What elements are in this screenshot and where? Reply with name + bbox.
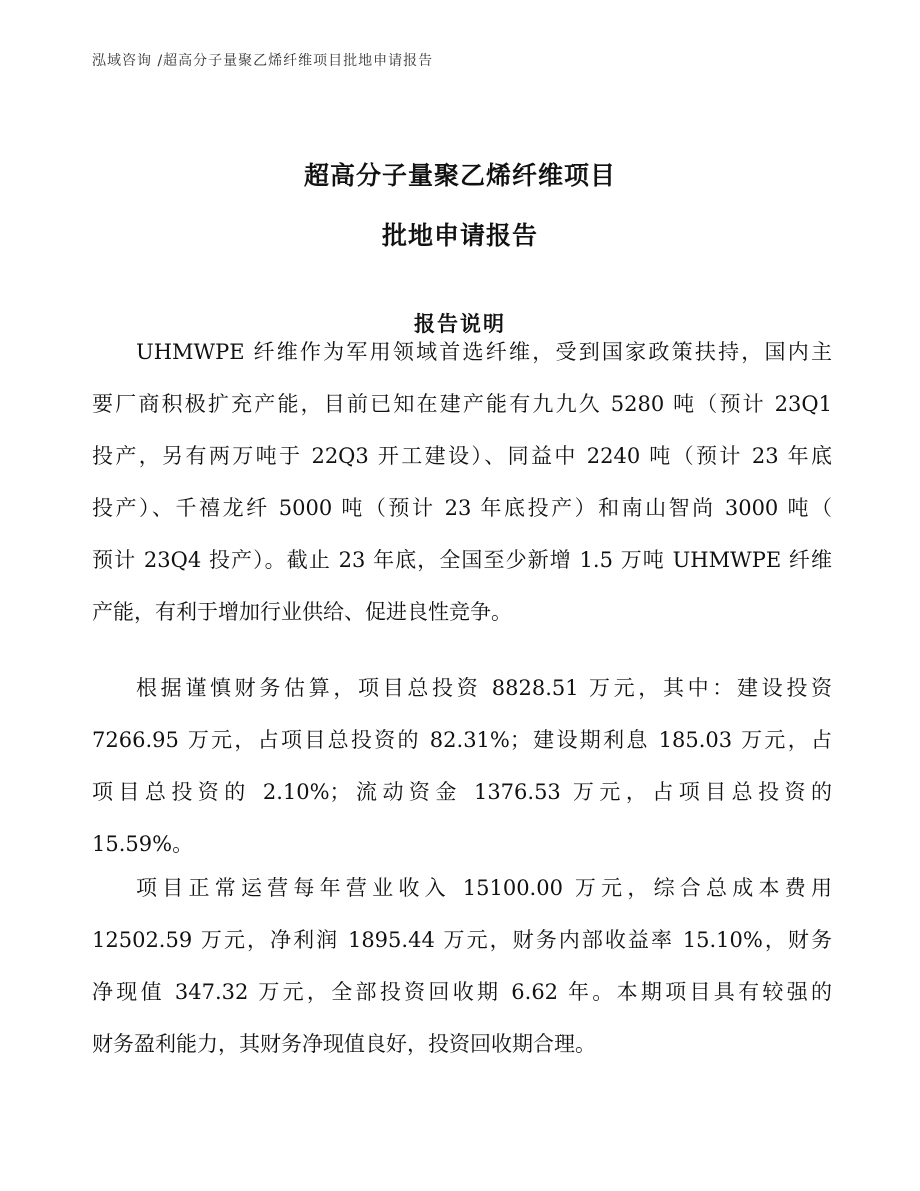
- text-line: 财务盈利能力，其财务净现值良好，投资回收期合理。: [92, 1032, 596, 1056]
- text-line: 产能，有利于增加行业供给、促进良性竞争。: [92, 600, 512, 624]
- page-header: 泓域咨询 /超高分子量聚乙烯纤维项目批地申请报告: [92, 53, 434, 69]
- text-line: 投产）、千禧龙纤 5000 吨（预计 23 年底投产）和南山智尚 3000 吨（: [92, 496, 832, 520]
- text-line: 项目正常运营每年营业收入 15100.00 万元，综合总成本费用: [136, 876, 832, 900]
- paragraph-3: [92, 862, 832, 1070]
- text-line: UHMWPE 纤维作为军用领域首选纤维，受到国家政策扶持，国内主: [136, 340, 832, 364]
- document-title-line2: 批地申请报告: [381, 221, 538, 250]
- text-line: 净现值 347.32 万元，全部投资回收期 6.62 年。本期项目具有较强的: [92, 980, 832, 1004]
- paragraph-2: [92, 662, 832, 870]
- text-line: 根据谨慎财务估算，项目总投资 8828.51 万元，其中：建设投资: [136, 676, 832, 700]
- document-title-line1: 超高分子量聚乙烯纤维项目: [303, 161, 616, 190]
- text-line: 项目总投资的 2.10%；流动资金 1376.53 万元，占项目总投资的: [92, 780, 832, 804]
- text-line: 12502.59 万元，净利润 1895.44 万元，财务内部收益率 15.10%，财务: [92, 928, 832, 952]
- text-line: 预计 23Q4 投产）。截止 23 年底，全国至少新增 1.5 万吨 UHMWPE 纤维: [92, 548, 832, 572]
- paragraph-1: [92, 326, 832, 638]
- text-line: 15.59%。: [92, 832, 194, 856]
- text-line: 要厂商积极扩充产能，目前已知在建产能有九九久 5280 吨（预计 23Q1: [92, 392, 832, 416]
- text-line: 7266.95 万元，占项目总投资的 82.31%；建设期利息 185.03 万元，占: [92, 728, 832, 752]
- section-title: 报告说明: [414, 312, 506, 336]
- text-line: 投产，另有两万吨于 22Q3 开工建设）、同益中 2240 吨（预计 23 年底: [92, 444, 832, 468]
